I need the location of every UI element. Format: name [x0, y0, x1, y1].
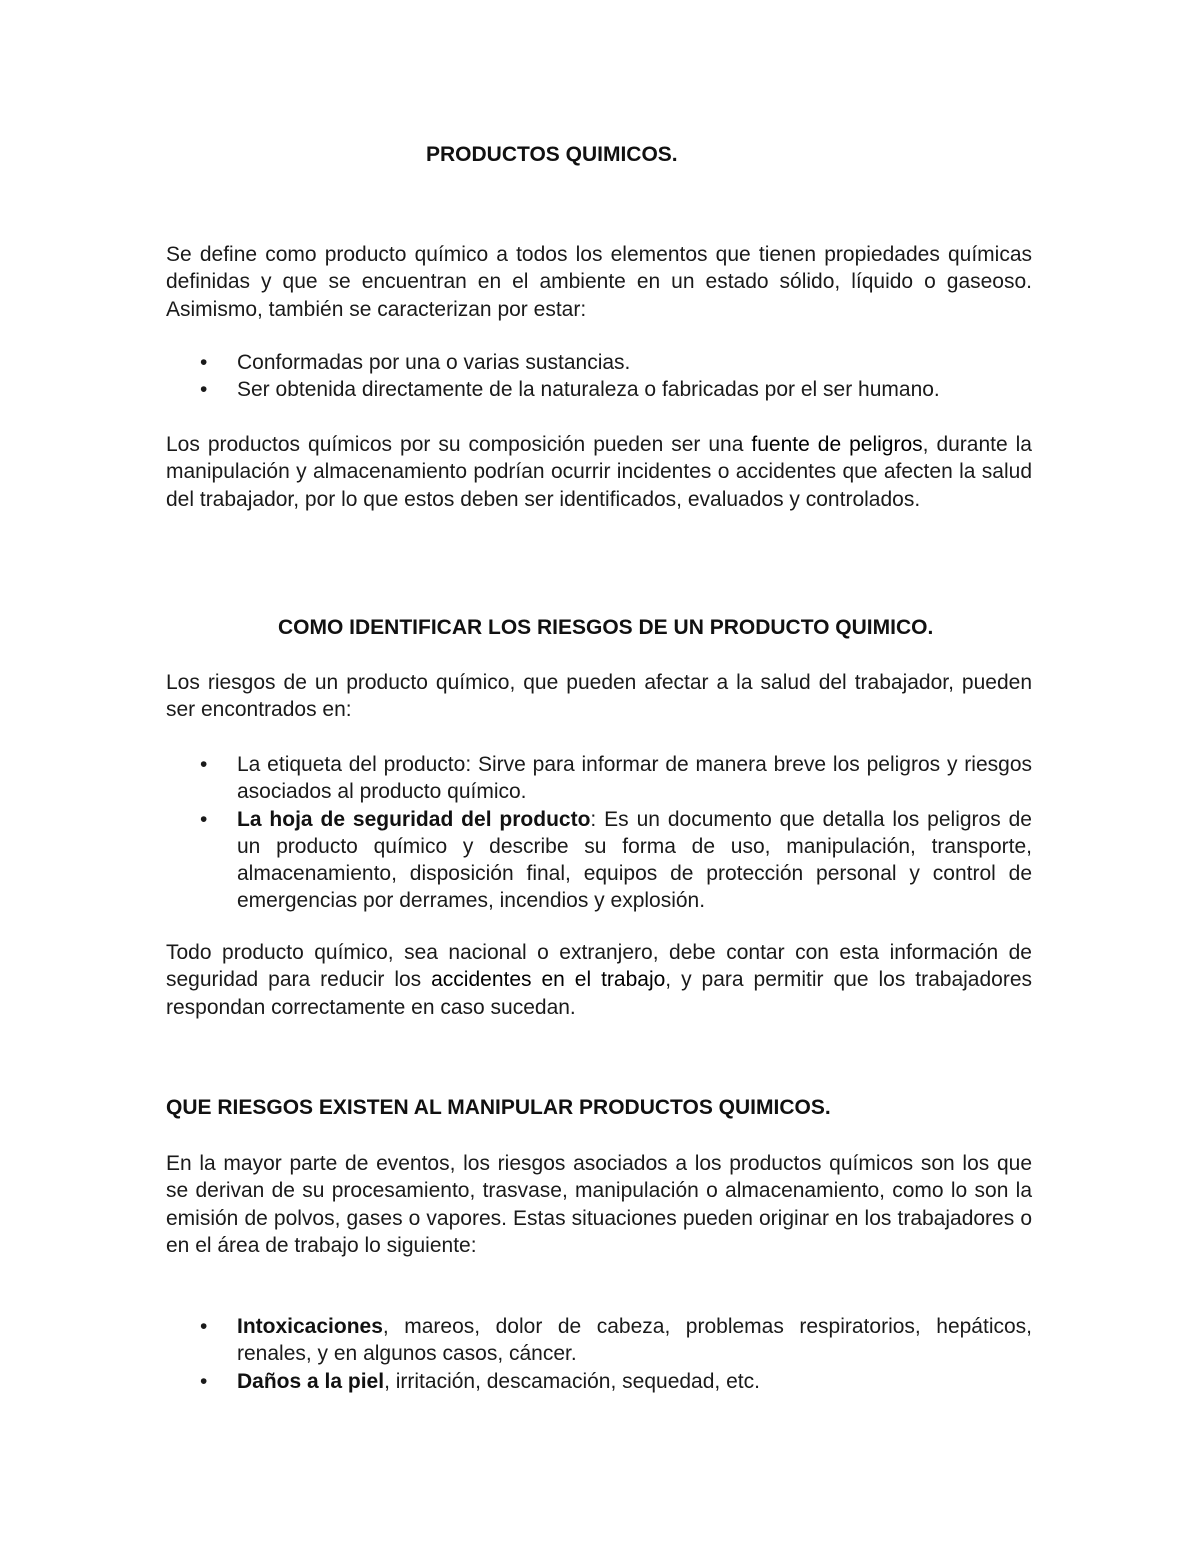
list-item-bold: Daños a la piel — [237, 1369, 385, 1393]
page-title: PRODUCTOS QUIMICOS. — [426, 143, 678, 166]
bullet-icon: • — [200, 378, 208, 402]
section-heading-risks: QUE RIESGOS EXISTEN AL MANIPULAR PRODUCTOS QUIMICOS. — [166, 1096, 831, 1119]
closing-paragraph — [166, 939, 1032, 1021]
list-item — [166, 349, 1032, 376]
list-item-text: , irritación, descamación, sequedad, etc. — [384, 1369, 760, 1393]
bullet-icon: • — [200, 1369, 208, 1393]
list-item-bold: Intoxicaciones — [237, 1315, 383, 1338]
intro-paragraph: Se define como producto químico a todos los elementos que tienen propiedades químicas definidas y que se encuentran en el ambiente en un estado sólido, líquido o gaseoso. Asimismo, también se caracterizan por estar: — [166, 243, 1032, 321]
hazard-paragraph — [166, 431, 1032, 513]
hazard-text-after: , durante la manipulación y almacenamiento podrían ocurrir incidentes o accidentes que afecten la salud del trabajador, por lo que estos deben ser identificados, evaluados y controlados. — [166, 433, 1032, 511]
list-item — [166, 751, 1032, 806]
list-item-text: Ser obtenida directamente de la naturaleza o fabricadas por el ser humano. — [237, 378, 940, 402]
list-item-text: : Es un documento que detalla los peligros de un producto químico y describe su forma de uso, manipulación, transporte, almacenamiento, disposición final, equipos de protección personal y control de emergencias por derrames, incendios y explosión. — [237, 807, 1032, 913]
bullet-icon: • — [200, 753, 208, 776]
closing-text-after: , y para permitir que los trabajadores respondan correctamente en caso sucedan. — [166, 968, 1033, 1019]
bullet-icon: • — [200, 351, 208, 374]
list-item — [166, 806, 1032, 915]
identify-bullet-list — [166, 751, 1032, 915]
risks-paragraph: En la mayor parte de eventos, los riesgos asociados a los productos químicos son los que se derivan de su procesamiento, trasvase, manipulación o almacenamiento, como lo son la emisión de polvos, gases o vapores. Estas situaciones pueden originar en los trabajadores o en el área de trabajo lo siguiente: — [166, 1152, 1032, 1257]
work-accidents-link[interactable]: accidentes en el trabajo — [431, 968, 666, 992]
hazard-text-before: Los productos químicos por su composición pueden ser una — [166, 433, 752, 456]
closing-text-before: Todo producto químico, sea nacional o extranjero, debe contar con esta información de seguridad para reducir los — [166, 941, 1032, 992]
intro-bullet-list — [166, 349, 1032, 404]
list-item-bold: La hoja de seguridad del producto — [237, 807, 591, 831]
list-item — [166, 1368, 1032, 1395]
list-item — [166, 376, 1032, 403]
document-page — [166, 0, 1032, 1553]
identify-paragraph: Los riesgos de un producto químico, que pueden afectar a la salud del trabajador, pueden ser encontrados en: — [166, 671, 1032, 722]
list-item-text: , mareos, dolor de cabeza, problemas respiratorios, hepáticos, renales, y en algunos casos, cáncer. — [237, 1315, 1032, 1366]
section-heading-identify: COMO IDENTIFICAR LOS RIESGOS DE UN PRODUCTO QUIMICO. — [278, 616, 934, 639]
list-item-text: La etiqueta del producto: Sirve para informar de manera breve los peligros y riesgos asociados al producto químico. — [237, 753, 1032, 804]
hazard-source-link[interactable]: fuente de peligros — [751, 433, 923, 456]
risks-bullet-list — [166, 1313, 1032, 1395]
bullet-icon: • — [200, 1315, 208, 1338]
bullet-icon: • — [200, 807, 208, 831]
list-item — [166, 1313, 1032, 1368]
list-item-text: Conformadas por una o varias sustancias. — [237, 351, 631, 374]
